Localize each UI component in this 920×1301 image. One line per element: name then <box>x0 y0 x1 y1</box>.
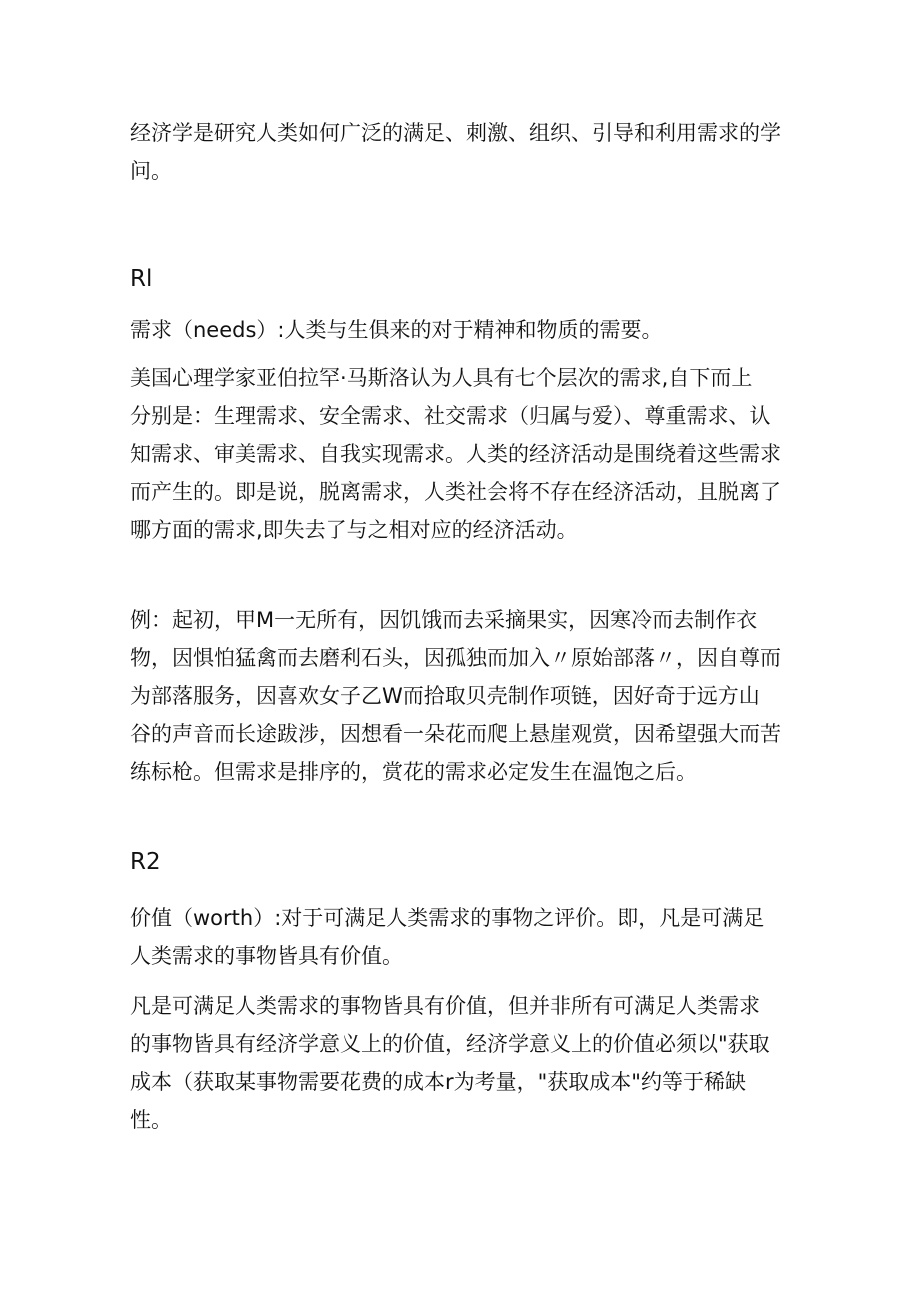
example-line-3: 为部落服务，因喜欢女子乙W而拾取贝壳制作项链，因好奇于远方山 <box>130 684 760 708</box>
maslow-line-4: 而产生的。即是说，脱离需求，人类社会将不存在经济活动，且脱离了 <box>130 480 781 504</box>
example-line-1: 例：起初，甲M一无所有，因饥饿而去采摘果实，因寒冷而去制作衣 <box>130 608 758 632</box>
maslow-line-2: 分别是：生理需求、安全需求、社交需求（归属与爱）、尊重需求、认 <box>130 404 771 428</box>
needs-definition: 需求（needs）:人类与生俱来的对于精神和物质的需要。 <box>130 318 663 342</box>
intro-paragraph <box>130 114 798 190</box>
intro-line-2: 问。 <box>130 159 172 183</box>
example-line-5: 练标枪。但需求是排序的，赏花的需求必定发生在温饱之后。 <box>130 760 697 784</box>
maslow-line-3: 知需求、审美需求、自我实现需求。人类的经济活动是围绕着这些需求 <box>130 442 781 466</box>
worth-detail-line-4: 性。 <box>130 1108 172 1132</box>
maslow-paragraph <box>130 359 798 549</box>
maslow-line-5: 哪方面的需求,即失去了与之相对应的经济活动。 <box>130 518 578 542</box>
section-heading-r1: Rl <box>130 266 153 292</box>
worth-definition-line-2: 人类需求的事物皆具有价值。 <box>130 944 403 968</box>
example-paragraph <box>130 601 798 791</box>
worth-definition-paragraph <box>130 899 798 975</box>
worth-definition-line-1: 价值（worth）:对于可满足人类需求的事物之评价。即，凡是可满足 <box>130 906 765 930</box>
maslow-line-1: 美国心理学家亚伯拉罕·马斯洛认为人具有七个层次的需求,自下而上 <box>130 366 753 390</box>
worth-detail-line-1: 凡是可满足人类需求的事物皆具有价值，但并非所有可满足人类需求 <box>130 994 760 1018</box>
worth-detail-line-2: 的事物皆具有经济学意义上的价值，经济学意义上的价值必须以"获取 <box>130 1032 770 1056</box>
example-line-2: 物，因惧怕猛禽而去磨利石头，因孤独而加入〃原始部落〃，因自尊而 <box>130 646 781 670</box>
worth-detail-line-3: 成本（获取某事物需要花费的成本r为考量，"获取成本"约等于稀缺 <box>130 1070 746 1094</box>
worth-detail-paragraph <box>130 987 798 1139</box>
intro-line-1: 经济学是研究人类如何广泛的满足、刺激、组织、引导和利用需求的学 <box>130 121 781 145</box>
section-heading-r2: R2 <box>130 849 161 875</box>
example-line-4: 谷的声音而长途跋涉，因想看一朵花而爬上悬崖观赏，因希望强大而苦 <box>130 722 781 746</box>
